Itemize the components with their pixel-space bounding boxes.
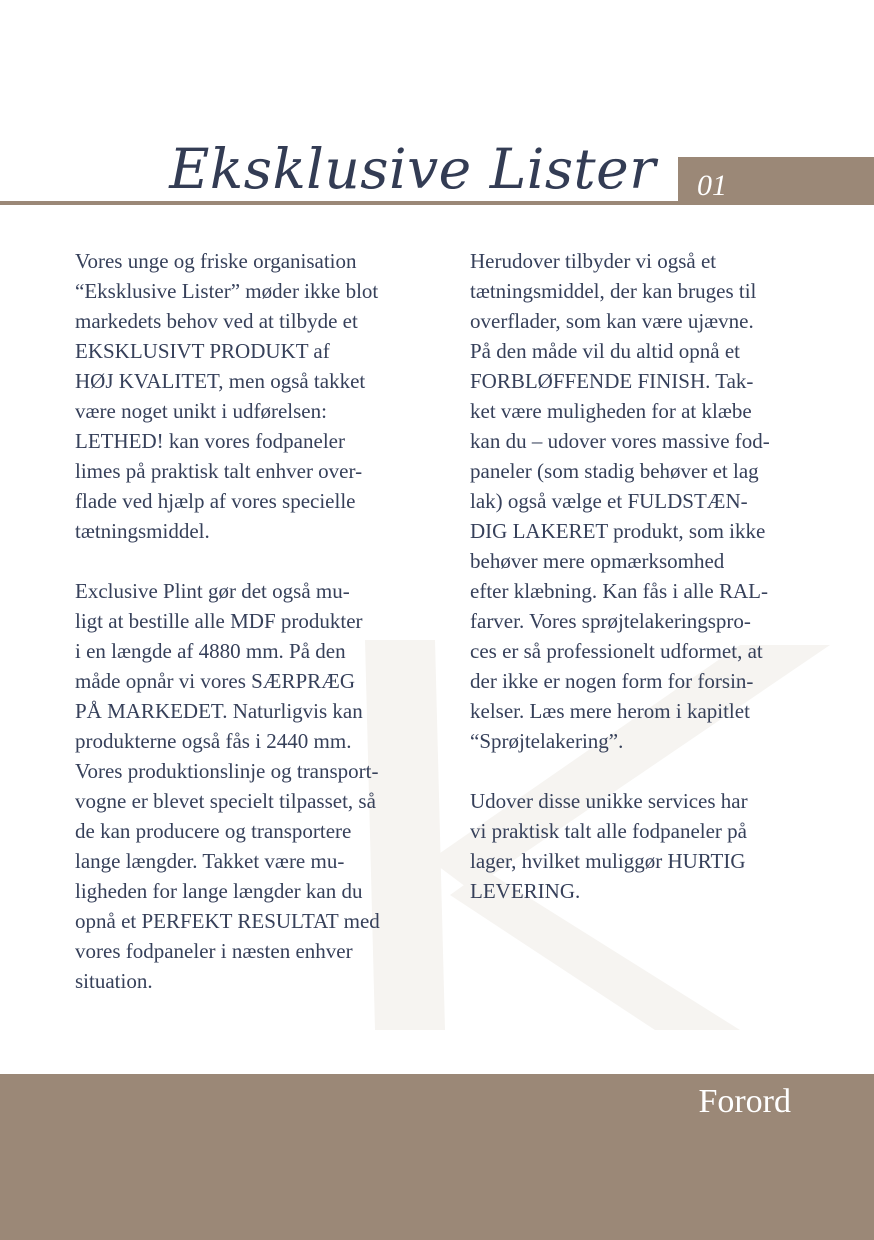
text-column-right <box>470 246 830 906</box>
body-text-line: de kan producere og transportere <box>75 819 352 843</box>
body-text-line: tætningsmiddel. <box>75 519 210 543</box>
body-text-line: produkterne også fås i 2440 mm. <box>75 729 352 753</box>
body-text-line: Udover disse unikke services har <box>470 789 748 813</box>
body-text-line: behøver mere opmærksomhed <box>470 549 725 573</box>
body-text-line: EKSKLUSIVT PRODUKT af <box>75 339 330 363</box>
body-text-line: LETHED! kan vores fodpaneler <box>75 429 345 453</box>
body-text-line: lager, hvilket muliggør HURTIG <box>470 849 746 873</box>
body-text-line: Vores unge og friske organisation <box>75 249 357 273</box>
body-text-line: Exclusive Plint gør det også mu- <box>75 579 350 603</box>
body-text-line: Vores produktionslinje og transport- <box>75 759 379 783</box>
body-text-line: limes på praktisk talt enhver over- <box>75 459 363 483</box>
body-text-line: “Eksklusive Lister” møder ikke blot <box>75 279 379 303</box>
body-text-line: lak) også vælge et FULDSTÆN- <box>470 489 748 513</box>
paragraph-gap <box>470 756 830 786</box>
body-text-line: overflader, som kan være ujævne. <box>470 309 754 333</box>
body-text-line: opnå et PERFEKT RESULTAT med <box>75 909 380 933</box>
body-text-line: tætningsmiddel, der kan bruges til <box>470 279 757 303</box>
text-column-left <box>75 246 435 996</box>
body-text-line: HØJ KVALITET, men også takket <box>75 369 366 393</box>
body-text-line: vogne er blevet specielt tilpasset, så <box>75 789 376 813</box>
body-text-line: være noget unikt i udførelsen: <box>75 399 327 423</box>
body-text-line: vores fodpaneler i næsten enhver <box>75 939 353 963</box>
page-number: 01 <box>697 169 727 202</box>
body-text-line: vi praktisk talt alle fodpaneler på <box>470 819 747 843</box>
body-text-line: ligheden for lange længder kan du <box>75 879 363 903</box>
body-text-line: DIG LAKERET produkt, som ikke <box>470 519 766 543</box>
body-text-line: På den måde vil du altid opnå et <box>470 339 741 363</box>
body-text-line: FORBLØFFENDE FINISH. Tak- <box>470 369 754 393</box>
body-text-line: LEVERING. <box>470 879 581 903</box>
page-title: Eksklusive Lister <box>169 137 656 201</box>
body-text-line: paneler (som stadig behøver et lag <box>470 459 759 483</box>
body-text-line: lange længder. Takket være mu- <box>75 849 345 873</box>
body-text-line: situation. <box>75 969 153 993</box>
body-text-line: måde opnår vi vores SÆRPRÆG <box>75 669 355 693</box>
body-text-line: ket være muligheden for at klæbe <box>470 399 752 423</box>
body-text-line: ces er så professionelt udformet, at <box>470 639 763 663</box>
body-text-line: efter klæbning. Kan fås i alle RAL- <box>470 579 768 603</box>
body-text-line: “Sprøjtelakering”. <box>470 729 624 753</box>
body-text-line: markedets behov ved at tilbyde et <box>75 309 358 333</box>
body-text-line: kan du – udover vores massive fod- <box>470 429 770 453</box>
body-text-line: der ikke er nogen form for forsin- <box>470 669 754 693</box>
body-text-line: ligt at bestille alle MDF produkter <box>75 609 363 633</box>
body-text-line: i en længde af 4880 mm. På den <box>75 639 346 663</box>
body-text-line: flade ved hjælp af vores specielle <box>75 489 356 513</box>
body-text-line: PÅ MARKEDET. Naturligvis kan <box>75 699 363 723</box>
body-text-line: farver. Vores sprøjtelakeringspro- <box>470 609 751 633</box>
body-text-line: kelser. Læs mere herom i kapitlet <box>470 699 750 723</box>
paragraph-gap <box>75 546 435 576</box>
body-text-line: Herudover tilbyder vi også et <box>470 249 717 273</box>
section-label: Forord <box>698 1083 791 1120</box>
